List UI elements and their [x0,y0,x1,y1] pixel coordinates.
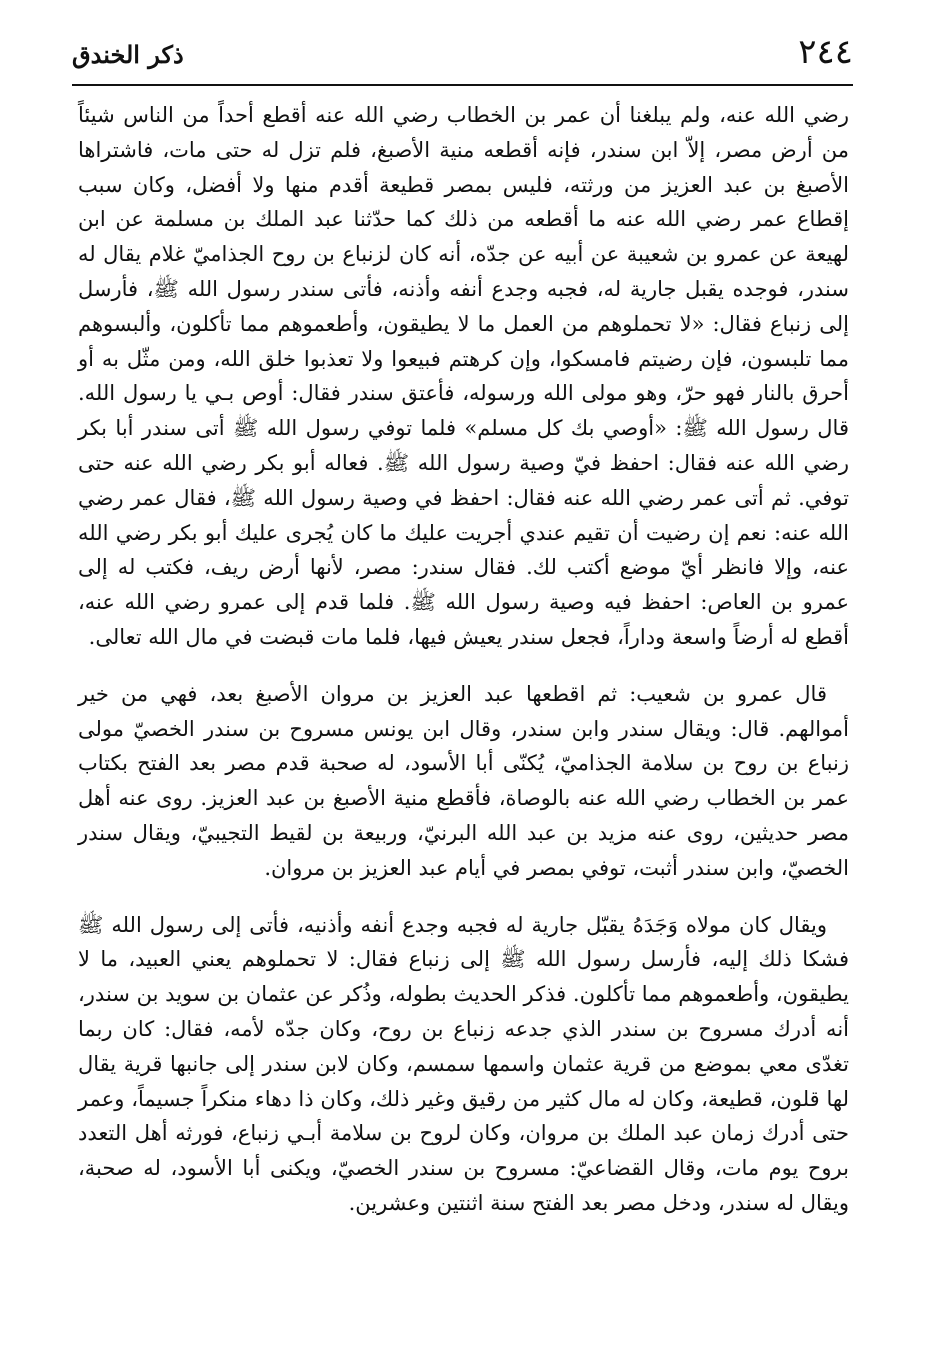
page-header [72,30,853,86]
paragraph-3: ويقال كان مولاه وَجَدَهُ يقبّل جارية له فجبه وجدع أنفه وأذنيه، فأتى إلى رسول الله ﷺ فشكا ذلك إليه، فأرسل رسول الله ﷺ إلى زنباع فقال: لا تحملوهم يعني العبيد، ما لا يطيقون، وأطعموهم مما تأكلون. فذكر الحديث بطوله، وذُكر عن عثمان بن سويد بن سندر، أنه أدرك مسروح بن سندر الذي جدعه زنباع بن روح، وكان جدّه لأمه، فقال: كان ربما تغدّى معي بموضع من قرية عثمان واسمها سمسم، وكان لابن سندر إلى جانبها قرية يقال لها قلون، قطيعة، وكان له مال كثير من رقيق وغير ذلك، وكان ذا دهاء منكراً جسيماً، وعمر حتى أدرك زمان عبد الملك بن مروان، وكان لروح بن سلامة أبـي زنباع، فورثه أهل التعدد بروح يوم مات، وقال القضاعيّ: مسروح بن سندر الخصيّ، ويكنى أبا الأسود، له صحبة، ويقال له سندر، ودخل مصر بعد الفتح سنة اثنتين وعشرين. [78,912,849,1215]
body-text [78,98,849,1243]
running-title: ذكر الخندق [72,40,184,69]
header-rule [72,84,853,86]
paragraph-2: قال عمرو بن شعيب: ثم اقطعها عبد العزيز بن مروان الأصبغ بعد، فهي من خير أموالهم. قال: ويقال سندر وابن سندر، وقال ابن يونس مسروح بن سندر الخصيّ مولى زنباع بن روح بن سلامة الجذاميّ، يُكنّى أبا الأسود، له صحبة قدم مصر بعد الفتح بكتاب عمر بن الخطاب رضي الله عنه بالوصاة، فأقطع منية الأصبغ بن عبد العزيز. روى عنه أهل مصر حديثين، روى عنه مزيد بن عبد الله البرنيّ، وربيعة بن لقيط التجيبيّ، ويقال سندر الخصيّ، وابن سندر أثبت، توفي بمصر في أيام عبد العزيز بن مروان. [78,681,849,880]
paragraph-1: رضي الله عنه، ولم يبلغنا أن عمر بن الخطاب رضي الله عنه أقطع أحداً من الناس شيئاً من أرض مصر، إلاّ ابن سندر، فإنه أقطعه منية الأصبغ، فلم تزل له حتى مات، فاشتراها الأصبغ بن عبد العزيز من ورثته، فليس بمصر قطيعة أقدم منها ولا أفضل، وكان سبب إقطاع عمر رضي الله عنه ما أقطعه من ذلك كما حدّثنا عبد الملك بن مسلمة عن ابن لهيعة عن عمرو بن شعيبة عن أبيه عن جدّه، أنه كان لزنباع بن روح الجذاميّ غلام يقال له سندر، فوجده يقبل جارية له، فجبه وجدع أنفه وأذنه، فأتى سندر رسول الله ﷺ، فأرسل إلى زنباع فقال: «لا تحملوهم من العمل ما لا يطيقون، وأطعموهم مما تأكلون، وألبسوهم مما تلبسون، فإن رضيتم فامسكوا، وإن كرهتم فبيعوا ولا تعذبوا خلق الله، ومن مثّل به أو أحرق بالنار فهو حرّ، وهو مولى الله ورسوله، فأعتق سندر فقال: أوص بـي يا رسول الله. قال رسول الله ﷺ: «أوصي بك كل مسلم» فلما توفي رسول الله ﷺ أتى سندر أبا بكر رضي الله عنه فقال: احفظ فيّ وصية رسول الله ﷺ. فعاله أبو بكر رضي الله عنه حتى توفي. ثم أتى عمر رضي الله عنه فقال: احفظ في وصية رسول الله ﷺ، فقال عمر رضي الله عنه: نعم إن رضيت أن تقيم عندي أجريت عليك ما كان يُجرى عليك أبو بكر رضي الله عنه، وإلا فانظر أيّ موضع أكتب لك. فقال سندر: مصر، لأنها أرض ريف، فكتب له إلى عمرو بن العاص: احفظ فيه وصية رسول الله ﷺ. فلما قدم إلى عمرو رضي الله عنه، أقطع له أرضاً واسعة وداراً، فجعل سندر يعيش فيها، فلما مات قبضت في مال الله تعالى. [78,103,849,649]
page-number: ٢٤٤ [798,32,853,72]
